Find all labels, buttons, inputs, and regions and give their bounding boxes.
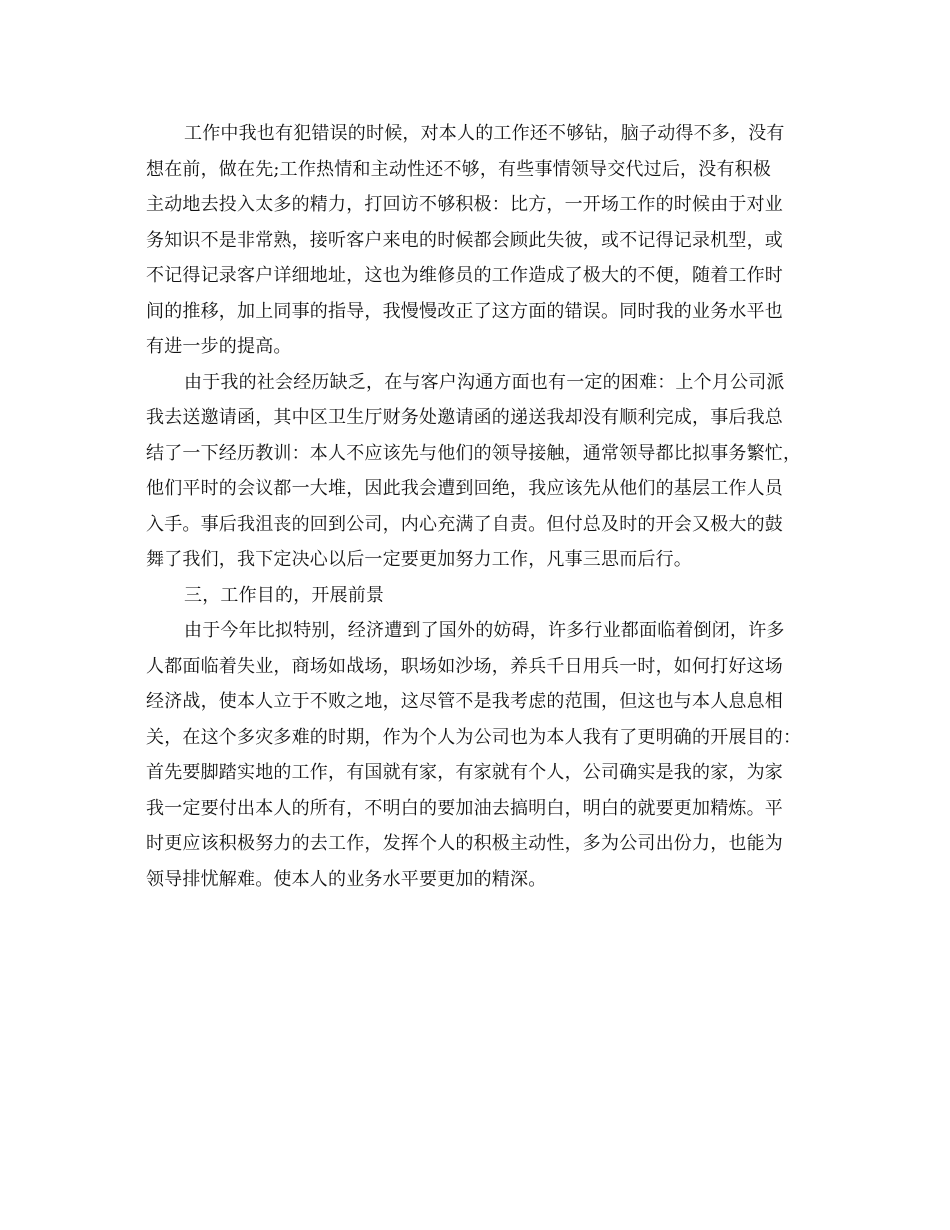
text-line: 务知识不是非常熟，接听客户来电的时候都会顾此失彼，或不记得记录机型，或 (146, 229, 783, 251)
text-line: 由于我的社会经历缺乏，在与客户沟通方面也有一定的困难：上个月公司派 (184, 371, 785, 393)
text-line: 时更应该积极努力的去工作，发挥个人的积极主动性，多为公司出份力，也能为 (146, 833, 783, 854)
section-heading (146, 578, 811, 614)
section-heading-text: 三，工作目的，开展前景 (184, 584, 385, 606)
text-line: 舞了我们，我下定决心以后一定要更加努力工作，凡事三思而后行。 (146, 549, 692, 570)
text-line: 结了一下经历教训：本人不应该先与他们的领导接触，通常领导都比拟事务繁忙， (146, 442, 802, 464)
text-line: 他们平时的会议都一大堆，因此我会遭到回绝，我应该先从他们的基层工作人员 (146, 478, 783, 499)
paragraph-work-mistakes (146, 116, 811, 365)
text-line: 经济战，使本人立于不败之地，这尽管不是我考虑的范围，但这也与本人息息相 (146, 691, 783, 712)
text-line: 由于今年比拟特别，经济遭到了国外的妨碍，许多行业都面临着倒闭，许多 (184, 620, 785, 641)
text-line: 我去送邀请函，其中区卫生厅财务处邀请函的递送我却没有顺利完成，事后我总 (146, 407, 783, 428)
text-line: 首先要脚踏实地的工作，有国就有家，有家就有个人，公司确实是我的家，为家 (146, 762, 783, 783)
text-line: 有进一步的提高。 (146, 336, 292, 357)
text-line: 不记得记录客户详细地址，这也为维修员的工作造成了极大的不便，随着工作时 (146, 265, 783, 286)
text-line: 关，在这个多灾多难的时期，作为个人为公司也为本人我有了更明确的开展目的： (146, 726, 802, 748)
text-line: 领导排忧解难。使本人的业务水平要更加的精深。 (146, 868, 547, 890)
text-line: 我一定要付出本人的所有，不明白的要加油去搞明白，明白的就要更加精炼。平 (146, 797, 783, 819)
paragraph-work-goals (146, 613, 811, 897)
text-line: 工作中我也有犯错误的时候，对本人的工作还不够钻，脑子动得不多，没有 (184, 123, 785, 144)
text-line: 入手。事后我沮丧的回到公司，内心充满了自责。但付总及时的开会又极大的鼓 (146, 513, 783, 535)
text-line: 间的推移，加上同事的指导，我慢慢改正了这方面的错误。同时我的业务水平也 (146, 300, 783, 322)
document-body (146, 116, 811, 897)
text-line: 人都面临着失业，商场如战场，职场如沙场，养兵千日用兵一时，如何打好这场 (146, 655, 783, 677)
text-line: 主动地去投入太多的精力，打回访不够积极：比方，一开场工作的时候由于对业 (146, 194, 783, 215)
paragraph-social-experience (146, 365, 811, 578)
text-line: 想在前，做在先;工作热情和主动性还不够，有些事情领导交代过后，没有积极 (146, 158, 772, 180)
